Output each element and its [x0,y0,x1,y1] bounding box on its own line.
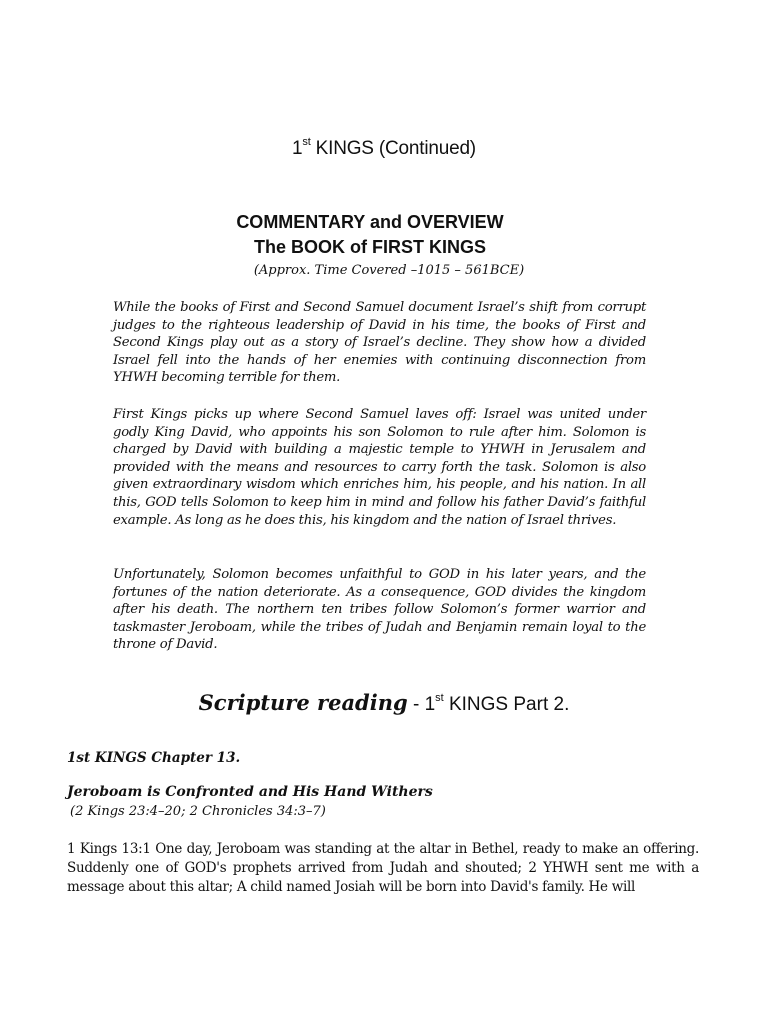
cross-reference: (2 Kings 23:4–20; 2 Chronicles 34:3–7) [70,804,326,819]
page-title [0,138,768,160]
overview-paragraph-1: While the books of First and Second Samuel document Israel’s shift from corrupt judges to the righteous leadership of David in his time, the books of First and Second Kings play out as a story of Israel’s decline. They show how a divided Israel fell into the hands of her enemies with continuing disconnection from YHWH becoming terrible for them. [113,300,646,386]
title-number: 1 [292,138,303,159]
time-covered-note: (Approx. Time Covered –1015 – 561BCE) [253,263,525,278]
section-title: Jeroboam is Confronted and His Hand Withers [67,784,433,800]
overview-paragraph-3: Unfortunately, Solomon becomes unfaithful to GOD in his later years, and the fortunes of the nation deteriorate. As a consequence, GOD divides the kingdom after his death. The northern ten tribes follow Solomon’s former warrior and taskmaster Jeroboam, while the tribes of Judah and Benjamin remain loyal to the throne of David. [113,567,646,653]
scripture-body-text: 1 Kings 13:1 One day, Jeroboam was standing at the altar in Bethel, ready to make an offering. Suddenly one of GOD's prophets arrived from Judah and shouted; 2 YHWH sent me with a message about this altar; A child named Josiah will be born into David's family. He will [67,841,699,895]
overview-paragraph-2: First Kings picks up where Second Samuel laves off: Israel was united under godly King David, who appoints his son Solomon to rule after him. Solomon is charged by David with building a majestic temple to YHWH in Jerusalem and provided with the means and resources to carry forth the task. Solomon is also given extraordinary wisdom which enriches him, his people, and his nation. In all this, GOD tells Solomon to keep him in mind and follow his father David’s faithful example. As long as he does this, his kingdom and the nation of Israel thrives. [113,407,646,528]
scripture-number: 1 [424,694,436,715]
scripture-book-part: KINGS Part 2. [443,694,570,715]
chapter-heading: 1st KINGS Chapter 13. [67,750,241,766]
scripture-superscript: st [435,692,444,704]
title-text: KINGS (Continued) [310,138,476,159]
scripture-reading-label: Scripture reading [198,690,408,715]
commentary-heading [0,210,740,260]
commentary-line-1: COMMENTARY and OVERVIEW [236,212,504,232]
scripture-dash: - [407,694,425,715]
title-superscript: st [302,136,311,148]
scripture-reading-rest [408,694,570,715]
scripture-reading-heading [0,690,768,716]
commentary-line-2: The BOOK of FIRST KINGS [254,237,486,257]
